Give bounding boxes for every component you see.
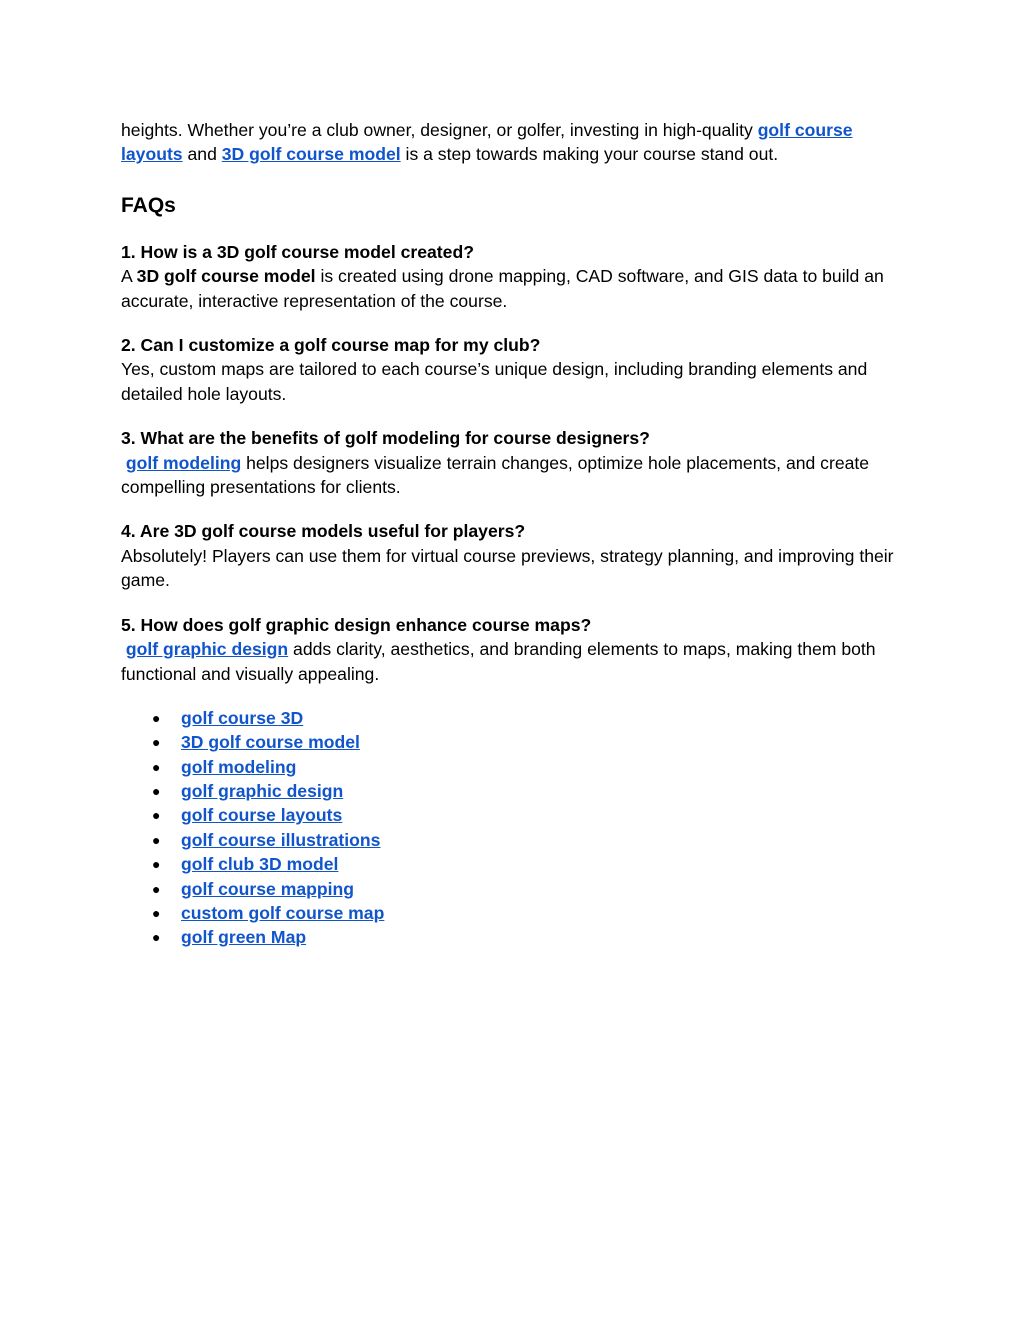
intro-paragraph bbox=[121, 118, 911, 167]
bullet-icon: ● bbox=[152, 880, 161, 897]
link-golf-graphic-design[interactable]: golf graphic design bbox=[181, 781, 344, 802]
related-links-list bbox=[121, 706, 911, 950]
link-golf-modeling[interactable]: golf modeling bbox=[125, 452, 242, 473]
faq-question: 2. Can I customize a golf course map for my club? bbox=[121, 335, 541, 356]
bullet-icon: ● bbox=[152, 856, 161, 873]
bullet-icon: ● bbox=[152, 758, 161, 775]
link-golf-modeling[interactable]: golf modeling bbox=[181, 756, 297, 777]
faq-answer: Absolutely! Players can use them for virtual course previews, strategy planning, and improving their game. bbox=[121, 545, 894, 591]
link-golf-graphic-design[interactable]: golf graphic design bbox=[125, 639, 289, 660]
faq-question: 3. What are the benefits of golf modeling for course designers? bbox=[121, 428, 650, 449]
faq-item-1 bbox=[121, 240, 911, 313]
link-golf-club-3d-model[interactable]: golf club 3D model bbox=[181, 854, 339, 875]
faq-item-4 bbox=[121, 519, 911, 592]
faq-answer bbox=[121, 451, 911, 500]
bullet-icon: ● bbox=[152, 831, 161, 848]
faq-answer-text: is created using drone mapping, CAD software, and GIS data to build an accurate, interactive representation of the course. bbox=[121, 266, 884, 311]
list-item bbox=[121, 779, 911, 803]
list-item bbox=[121, 877, 911, 901]
link-golf-green-map[interactable]: golf green Map bbox=[181, 927, 307, 948]
list-item bbox=[121, 706, 911, 730]
faq-answer: Yes, custom maps are tailored to each course’s unique design, including branding elements and detailed hole layouts. bbox=[121, 359, 868, 404]
faq-item-2 bbox=[121, 333, 911, 406]
faq-answer bbox=[121, 637, 911, 686]
document-page bbox=[121, 118, 911, 950]
intro-text-3: is a step towards making your course stand out. bbox=[400, 144, 779, 165]
link-golf-course-mapping[interactable]: golf course mapping bbox=[181, 878, 355, 899]
faq-answer bbox=[121, 264, 911, 313]
intro-text-1: heights. Whether you’re a club owner, designer, or golfer, investing in high-quality bbox=[121, 120, 758, 140]
link-golf-course-3d[interactable]: golf course 3D bbox=[181, 707, 304, 728]
list-item bbox=[121, 828, 911, 852]
link-custom-golf-course-map[interactable]: custom golf course map bbox=[181, 903, 385, 924]
faq-answer-text: adds clarity, aesthetics, and branding elements to maps, making them both functional and visually appealing. bbox=[121, 639, 876, 684]
list-item bbox=[121, 730, 911, 754]
list-item bbox=[121, 925, 911, 949]
bullet-icon: ● bbox=[152, 734, 161, 751]
bullet-icon: ● bbox=[152, 783, 161, 800]
faq-answer-bold: 3D golf course model bbox=[136, 266, 316, 287]
link-golf-course-layouts[interactable]: golf course layouts bbox=[121, 120, 853, 165]
bullet-icon: ● bbox=[152, 709, 161, 726]
faq-item-3 bbox=[121, 426, 911, 499]
list-item bbox=[121, 803, 911, 827]
link-golf-course-illustrations[interactable]: golf course illustrations bbox=[181, 829, 381, 850]
faq-item-5 bbox=[121, 613, 911, 686]
faq-question: 4. Are 3D golf course models useful for players? bbox=[121, 521, 526, 542]
faq-answer-text: helps designers visualize terrain changes, optimize hole placements, and create compelling presentations for clients. bbox=[121, 452, 870, 498]
faq-question: 5. How does golf graphic design enhance course maps? bbox=[121, 614, 592, 635]
list-item bbox=[121, 852, 911, 876]
link-3d-golf-course-model[interactable]: 3D golf course model bbox=[181, 732, 360, 753]
link-3d-golf-course-model[interactable]: 3D golf course model bbox=[221, 144, 401, 165]
list-item bbox=[121, 755, 911, 779]
faq-question: 1. How is a 3D golf course model created? bbox=[121, 241, 474, 262]
faq-answer-text: A bbox=[121, 266, 137, 287]
bullet-icon: ● bbox=[152, 929, 161, 946]
faq-heading: FAQs bbox=[121, 193, 176, 217]
bullet-icon: ● bbox=[152, 905, 161, 922]
list-item bbox=[121, 901, 911, 925]
intro-text-2: and bbox=[182, 144, 222, 165]
link-golf-course-layouts[interactable]: golf course layouts bbox=[181, 805, 343, 826]
bullet-icon: ● bbox=[152, 807, 161, 824]
